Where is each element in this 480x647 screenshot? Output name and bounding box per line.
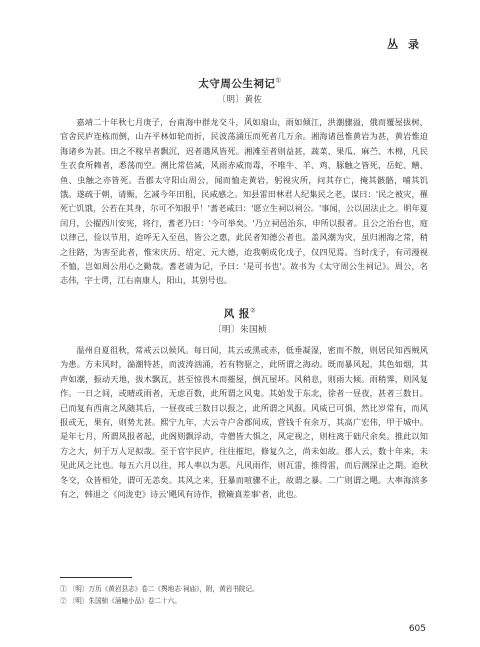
article-title-text: 风 报 bbox=[223, 308, 250, 320]
article-body: 温州自夏徂秋，常戒云以候风。每日间，其云或黑或赤，低垂凝湿，密而不散，则居民知西贼风为患。方未风时，湍潮特甚，而波涛汹涌，若有物驱之，此所谓之海动。既而暴风起，其色如烟，其声如潮，振动天地，拔木飘瓦，甚至惊畏木而摧屋，倒瓦屋坏。风稍息，则雨大倾。雨稍霁，则风复作。一日之间，或晴或雨者，无虑百数，此所谓之风鬼。其始发于东北，徐者一昼夜，甚者三数日。已而复有西南之风随其后，一昼夜或三数日以报之，此所谓之风报。风威已可惧，然比岁常有，而风报或无，果有，则势尤甚。熙宁九年，大云寺户舍郡间成，营钱千有余万，其高广宏伟，甲于城中。是年七月，所谓风报者起，此阁则飘浮动，寺僧皆大惧之，风定视之，则柱离于础尺余矣。推此以知方之大，何于万人足拟哉。至于官宇民庐，往往摧圯，修复久之，尚未如故。郡人云，数十年来，未见此风之比也。每五六月以往，邦人率以为恶。凡风雨作，则瓦雷，推得雷，而后测深止之期。迨秋冬交，众皆相处，谓可无恙矣。其风之来，狂暴而喧骤不止，故谓之暴。二广则谓之飓。大率海滨多有之，韩退之《问泷吏》诗云'飓风有诗作，掀簸真差事'者，此也。 bbox=[60, 345, 428, 500]
footnote-marker[interactable]: ② bbox=[249, 306, 257, 315]
article-author: 〔明〕朱国桢 bbox=[212, 325, 267, 335]
article-body: 嘉靖二十年秋七月庚子，台南海中群龙交斗，风如扇山，雨如倾江，洪潮骤溢，俄而覆屋拔树，官舍民庐连栋而倒，山卉平林如轮而折，民波荡涌压而死者几万余。湘海诸邑惟黄岩为甚，黄岩惟迫海诸乡为甚。田之不稼早者飘沉，迟者遇风皆死。湘滩至者则益甚，蔬菜、果瓜、麻苎、木棉，凡民生衣食所赖者，悉荡而空。溯比常倍减，风雨赤咸而毒，不唯牛、羊、鸡、豚触之皆死，岳蛇、鳝、鱼、虫触之亦皆死。吾郡太守阳山周公，闻而恤走黄岩，躬视灾所，问其存亡，掩其骸骼，哺其饥饿。遂疏于朝，请赈，乞减今年田租，民咸感之。知县雷田林君人纪集民之老，谋曰：'民之被灾，罹死亡饥饿，公若在其身，尔可不知报乎！'耆老咸曰：'愿立生祠以祠公。'事闻，公以固法止之。明年夏闰月，公擢西川安宪，将行，耆老乃曰：'今可举矣。'乃立祠邑治东，申所以报者。且公之治台也，庭以律己，俭以节用，迨呼无入至邑，皆公之惠，此民者知德公者也。盖风潮为灾，虽归湘海之常，稍之往路，为害至此者，惟宋庆历、绍定、元大德，迨我朝成化戊子，仅四见焉。当时戊子，有司漫视不恤，岂如周公用心之勤哉。耆老请为记，予曰：'是可书也'。故书为《太守周公生祠记》。周公，名志伟，字士谔，江右南康人，阳山，其别号也。 bbox=[60, 117, 428, 286]
article-title-text: 太守周公生祠记 bbox=[198, 78, 276, 90]
footnote-marker[interactable]: ① bbox=[275, 76, 282, 85]
footnote: ② 〔明〕朱国桢《涌幢小品》卷二十六。 bbox=[60, 597, 181, 605]
page-number: 605 bbox=[408, 624, 426, 634]
article-title bbox=[0, 306, 480, 321]
article-title bbox=[0, 76, 480, 91]
footnote: ① 〔明〕万历《黄岩县志》卷二《舆地志·祠庙》，附，黄岩书院记。 bbox=[60, 585, 259, 593]
section-header: 丛 录 bbox=[387, 38, 422, 51]
footnote-divider bbox=[60, 577, 132, 578]
article-author: 〔明〕黄佐 bbox=[217, 95, 263, 105]
